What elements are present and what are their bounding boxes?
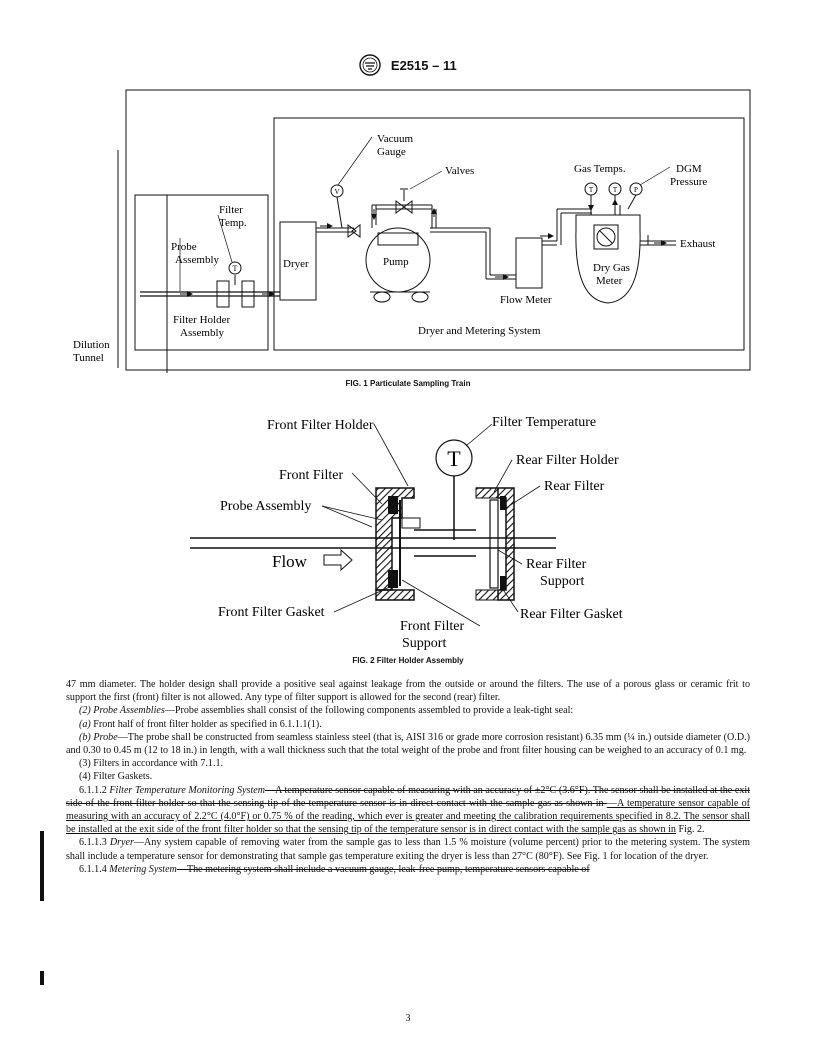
- fig1-label-dryer-metering: Dryer and Metering System: [418, 325, 541, 337]
- fig1-label-probe: Probe: [171, 241, 197, 253]
- fig1-label-pump: Pump: [383, 256, 409, 268]
- paragraph-gaskets: (4) Filter Gaskets.: [79, 771, 153, 783]
- body-text: [66, 678, 750, 876]
- fig1-label-exhaust: Exhaust: [680, 238, 716, 250]
- designation: E2515 – 11: [390, 57, 457, 73]
- fig1-gas-temp-symbol-1: T: [588, 186, 594, 194]
- paragraph-front-half: (a) Front half of front filter holder as specified in 6.1.1.1(1).: [79, 718, 322, 730]
- fig1-label-dgm: DGM: [676, 163, 702, 175]
- fig1-label-dilution: Dilution: [73, 339, 110, 351]
- fig1-label-tunnel: Tunnel: [73, 352, 104, 364]
- fig1-label-pressure: Pressure: [670, 176, 708, 188]
- fig1-pressure-symbol: P: [634, 186, 638, 194]
- fig1-temp-symbol: T: [232, 264, 238, 273]
- fig2-label-front-filter-holder: Front Filter Holder: [267, 418, 374, 433]
- fig1-label-meter: Meter: [596, 275, 623, 287]
- fig2-label-rear-filter-support-2: Support: [540, 574, 585, 589]
- paragraph-temp-monitoring: 6.1.1.2 Filter Temperature Monitoring System—A temperature sensor capable of measuring with an accuracy of ±2°C (3.6°F). The sensor shall be installed at the exit side of the front filter holder so that the sensing tip of the temperature sensor is in direct contact with the sample gas as shown in —A temperature sensor capable of measuring with an accuracy of 2.2°C (4.0°F) or 0.75 % of the reading, which ever is greater and meeting the calibration requirements specified in 8.2. The sensor shall be installed at the exit side of the front filter holder so that the sensing tip of the temperature sensor is in direct contact with the sample gas as shown in Fig. 2.: [66, 784, 751, 836]
- fig1-gas-temp-symbol-2: T: [612, 186, 618, 194]
- paragraph-dryer: 6.1.1.3 Dryer—Any system capable of removing water from the sample gas to less than 1.5 % moisture (volume percent) prior to the metering system. The system shall include a temperature sensor for demonstrating that sample gas temperature exiting the dryer is less than 27°C (80°F). See Fig. 1 for location of the dryer.: [66, 837, 751, 862]
- change-bar: [40, 971, 44, 985]
- fig2-label-probe-assembly: Probe Assembly: [220, 499, 312, 514]
- fig2-label-front-filter: Front Filter: [279, 468, 344, 483]
- astm-logo-icon: [359, 54, 381, 79]
- paragraph-metering: 6.1.1.4 Metering System—The metering system shall include a vacuum gauge, leak-free pump, temperature sensors capable of: [79, 863, 590, 875]
- page-number: 3: [405, 1013, 411, 1024]
- fig1-label-gas-temps: Gas Temps.: [574, 163, 626, 175]
- fig2-caption: FIG. 2 Filter Holder Assembly: [352, 656, 464, 665]
- fig2-temp-symbol: T: [447, 446, 461, 471]
- paragraph-probe-assemblies: (2) Probe Assemblies—Probe assemblies shall consist of the following components assembled to provide a leak-tight seal:: [79, 705, 574, 717]
- fig2-label-rear-filter: Rear Filter: [544, 479, 605, 494]
- fig1-caption: FIG. 1 Particulate Sampling Train: [345, 379, 471, 388]
- fig2-label-front-filter-gasket: Front Filter Gasket: [218, 605, 325, 620]
- paragraph-filters: (3) Filters in accordance with 7.1.1.: [79, 758, 224, 770]
- fig1-label-gauge: Gauge: [377, 146, 406, 158]
- fig1-label-filter: Filter: [219, 204, 243, 216]
- paragraph-filter-holder: 47 mm diameter. The holder design shall provide a positive seal against leakage from the outside or around the filters. The use of a porous glass or ceramic frit to support the first (front) filter is not allowed. Any type of filter support is allowed for the second (rear) filter.: [66, 679, 750, 704]
- document-header: [0, 54, 816, 79]
- fig2-label-front-filter-support-2: Support: [402, 636, 447, 651]
- fig1-label-temp: Temp.: [219, 217, 247, 229]
- fig1-label-dryer: Dryer: [283, 258, 309, 270]
- fig2-label-rear-filter-support: Rear Filter: [526, 557, 587, 572]
- fig2-label-filter-temperature: Filter Temperature: [492, 415, 597, 430]
- fig1-diagram: [73, 85, 770, 380]
- fig2-label-rear-filter-gasket: Rear Filter Gasket: [520, 607, 623, 622]
- fig2-label-flow: Flow: [272, 552, 307, 571]
- fig1-label-vacuum: Vacuum: [377, 133, 414, 145]
- fig2-diagram: [176, 400, 646, 656]
- fig1-label-dry-gas: Dry Gas: [593, 262, 630, 274]
- paragraph-probe: (b) Probe—The probe shall be constructed from seamless stainless steel (that is, AISI 316 or grade more corrosion resistant) 6.35 mm (¼ in.) outside diameter (O.D.) and 0.30 to 0.45 m (12 to 18 in.) in length, with a wall thickness such that the total weight of the probe and front filter housing can be weighed to an accuracy of 0.1 mg.: [66, 731, 750, 757]
- fig1-label-probe-assembly: Assembly: [175, 254, 219, 266]
- fig1-vacuum-symbol: V: [334, 188, 340, 196]
- fig1-label-filter-holder: Filter Holder: [173, 314, 231, 326]
- fig1-label-flow-meter: Flow Meter: [500, 294, 552, 306]
- fig1-label-filter-holder-assembly: Assembly: [180, 327, 224, 339]
- fig2-label-front-filter-support: Front Filter: [400, 619, 465, 634]
- fig1-label-valves: Valves: [445, 165, 475, 177]
- change-bar: [40, 831, 44, 901]
- fig2-label-rear-filter-holder: Rear Filter Holder: [516, 453, 619, 468]
